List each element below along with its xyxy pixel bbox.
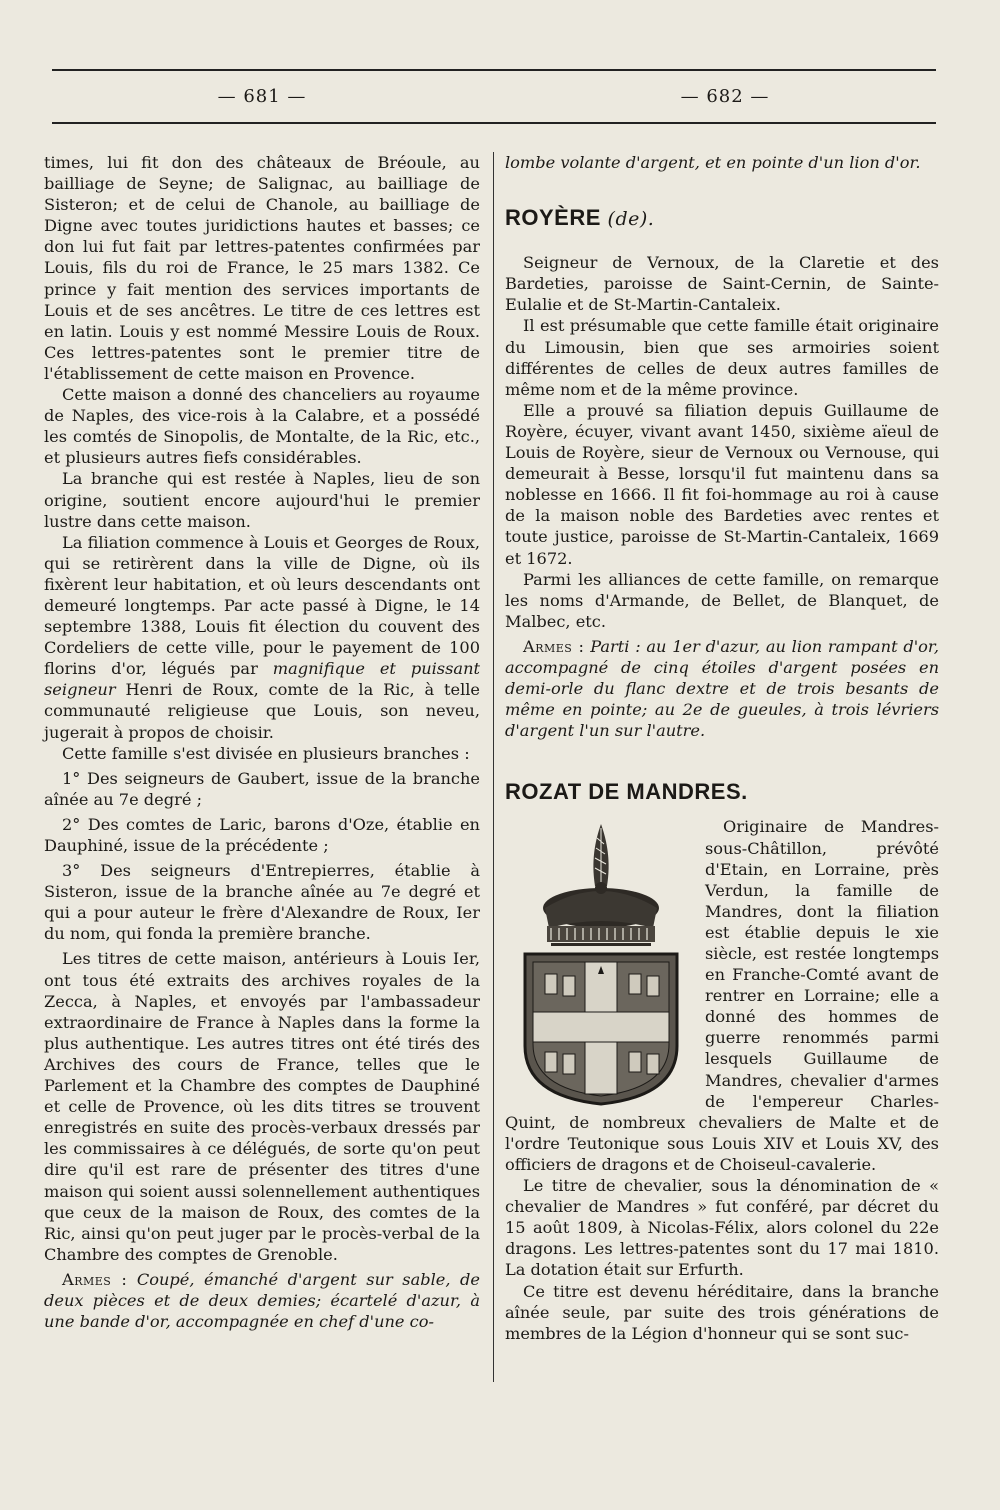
- header-rule: [52, 122, 936, 124]
- left-page-number: — 681 —: [217, 86, 307, 107]
- paragraph: La branche qui est restée à Naples, lieu de son origine, soutient encore aujourd'hui le premier lustre dans cette maison.: [44, 469, 480, 531]
- top-rule: [52, 69, 936, 71]
- royere-title: ROYÈRE: [505, 205, 601, 231]
- armes-paragraph: [505, 636, 939, 741]
- right-column: [505, 152, 939, 1344]
- rozat-section: [505, 816, 939, 1343]
- paragraph: Les titres de cette maison, antérieurs à Louis Ier, ont tous été extraits des archives royales de la Zecca, à Naples, et envoyés par l'ambassadeur extraordinaire de France à Naples dans la forme la plus authentique. Les autres titres ont été tirés des Archives des cours de France, telles que le Parlement et la Chambre des comptes de Dauphiné et celle de Provence, où les dits titres se trouvent enregistrés en suite des procès-verbaux dressés par les commissaires à ce délégués, de sorte qu'on peut dire qu'il est rare de présenter des titres d'une maison qui soient aussi solennellement authentiques que ceux de la maison de Roux, des comtes de la Ric, ainsi qu'on peut juger par le procès-verbal de la Chambre des comptes de Grenoble.: [44, 949, 480, 1264]
- list-item: 2° Des comtes de Laric, barons d'Oze, établie en Dauphiné, issue de la précédente ;: [44, 814, 480, 855]
- rozat-heading: ROZAT DE MANDRES.: [505, 779, 748, 805]
- paragraph-tail: Henri de Roux, comte de la Ric, à telle communauté religieuse que Louis, son neveu, jugerait à propos de choisir.: [44, 680, 480, 742]
- royere-heading: [505, 207, 939, 230]
- armes-text: Coupé, émanché d'argent sur sable, de deux pièces et de deux demies; écartelé d'azur, à une bande d'or, accompagnée en chef d'une co-: [44, 1269, 480, 1332]
- left-column: [44, 152, 480, 1332]
- italic-phrase: magnifique et puissant seigneur: [44, 659, 480, 700]
- list-item: 1° Des seigneurs de Gaubert, issue de la branche aînée au 7e degré ;: [44, 768, 480, 809]
- paragraph: [44, 532, 480, 743]
- continuation-text: lombe volante d'argent, et en pointe d'un lion d'or.: [505, 153, 921, 172]
- column-divider: [493, 152, 494, 1382]
- paragraph: Cette maison a donné des chanceliers au royaume de Naples, des vice-rois à la Calabre, et a possédé les comtés de Sinopolis, de Montalte, de la Ric, etc., et plusieurs autres fiefs considérables.: [44, 385, 480, 468]
- paragraph: Parmi les alliances de cette famille, on remarque les noms d'Armande, de Bellet, de Blanquet, de Malbec, etc.: [505, 569, 939, 631]
- paragraph: times, lui fit don des châteaux de Bréoule, au bailliage de Seyne; de Salignac, au bailliage de Sisteron; et de celui de Chanole, au bailliage de Digne avec toutes juridictions hautes et basses; ce don lui fut fait par lettres-patentes confirmées par Louis, fils du roi de France, le 25 mars 1382. Ce prince y fait mention des services importants de Louis et de ses ancêtres. Le titre de ces lettres est en latin. Louis y est nommé Messire Louis de Roux. Ces lettres-patentes sont le premier titre de l'établissement de cette maison en Provence.: [44, 153, 480, 383]
- right-page-number: — 682 —: [680, 86, 770, 107]
- paragraph: Ce titre est devenu héréditaire, dans la branche aînée seule, par suite des trois générations de membres de la Légion d'honneur qui se sont suc-: [505, 1281, 939, 1343]
- paragraph: Elle a prouvé sa filiation depuis Guillaume de Royère, écuyer, vivant avant 1450, sixième aïeul de Louis de Royère, sieur de Vernoux ou Vernouse, qui demeurait à Besse, lorsqu'il fut maintenu dans sa noblesse en 1666. Il fit foi-hommage au roi à cause de la maison noble des Bardeties avec rentes et toute justice, paroisse de St-Martin-Cantaleix, 1669 et 1672.: [505, 400, 939, 568]
- coat-of-arms-icon: [505, 816, 697, 1106]
- paragraph: Originaire de Mandres-sous-Châtillon, prévôté d'Etain, en Lorraine, près Verdun, la famille de Mandres, dont la filiation est établie depuis le xie siècle, est restée longtemps en Franche-Comté avant de rentrer en Lorraine; elle a donné des hommes de guerre renommés parmi lesquels Guillaume de Mandres, chevalier d'armes de l'empereur Charles-Quint, de nombreux chevaliers de Malte et de l'ordre Teutonique sous Louis XIV et Louis XV, des officiers de dragons et de Choiseul-cavalerie.: [505, 817, 939, 1174]
- paragraph: Il est présumable que cette famille était originaire du Limousin, bien que ses armoiries soient différentes de celles de deux autres familles de même nom et de la même province.: [505, 316, 939, 399]
- armes-label: Armes :: [62, 1269, 128, 1289]
- paragraph: Le titre de chevalier, sous la dénomination de « chevalier de Mandres » fut conféré, par décret du 15 août 1809, à Nicolas-Félix, alors colonel du 22e dragons. Les lettres-patentes sont du 17 mai 1810. La dotation était sur Erfurth.: [505, 1176, 939, 1280]
- paragraph-text: La filiation commence à Louis et Georges de Roux, qui se retirèrent dans la ville de Digne, où ils fixèrent leur habitation, et où leurs descendants ont demeuré longtemps. Par acte passé à Digne, le 14 septembre 1388, Louis fit élection du couvent des Cordeliers de cette ville, pour le payement de 100 florins d'or, légués par: [44, 532, 480, 679]
- list-item: 3° Des seigneurs d'Entrepierres, établie à Sisteron, issue de la branche aînée au 7e degré et qui a pour auteur le frère d'Alexandre de Roux, Ier du nom, qui fonda la première branche.: [44, 861, 480, 944]
- armes-text: Parti : au 1er d'azur, au lion rampant d'or, accompagné de cinq étoiles d'argent posées en demi-orle du flanc dextre et de trois besants de même en pointe; au 2e de gueules, à trois lévriers d'argent l'un sur l'autre.: [505, 636, 939, 741]
- paragraph: Seigneur de Vernoux, de la Claretie et des Bardeties, paroisse de Saint-Cernin, de Sainte-Eulalie et de St-Martin-Cantaleix.: [505, 253, 939, 315]
- royere-particle: (de).: [607, 208, 655, 231]
- armes-paragraph: [44, 1269, 480, 1332]
- paragraph: Cette famille s'est divisée en plusieurs branches :: [62, 743, 470, 763]
- armes-label: Armes :: [523, 636, 585, 656]
